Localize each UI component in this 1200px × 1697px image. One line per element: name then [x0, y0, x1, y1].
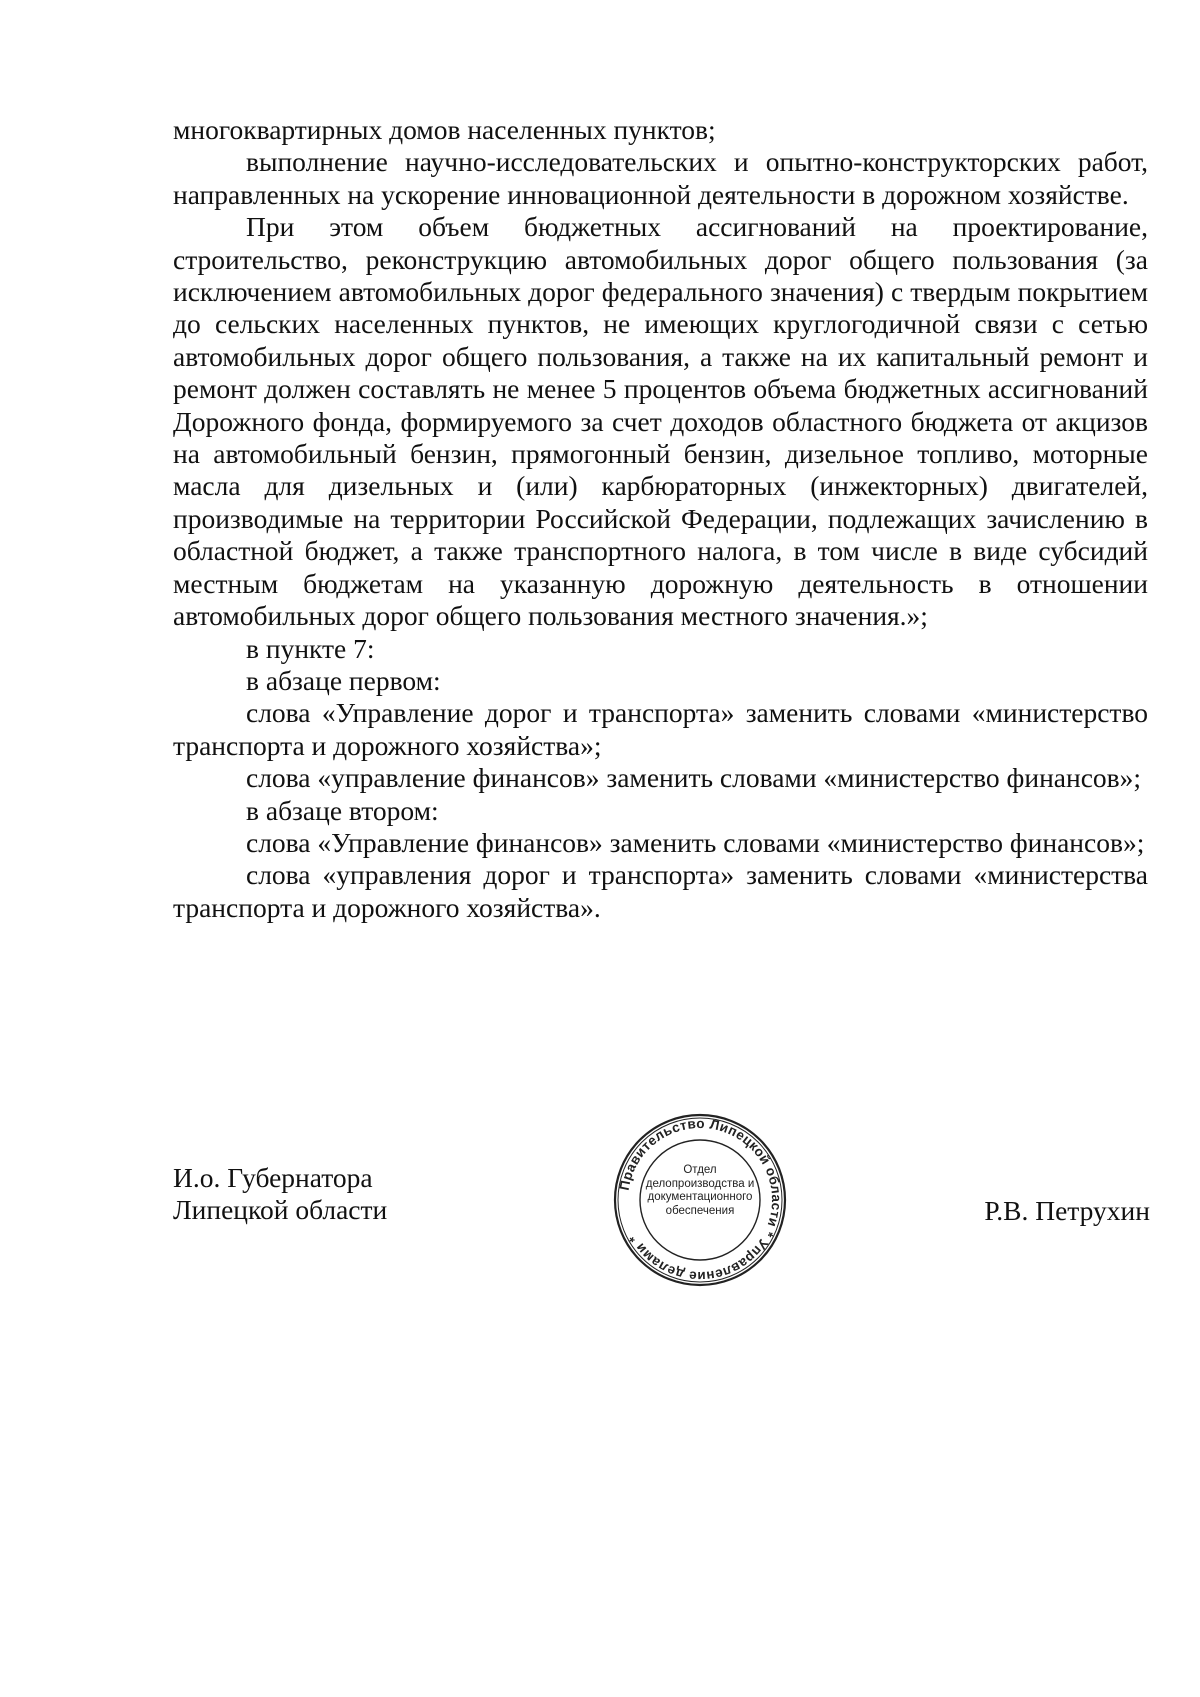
- paragraph: слова «управления дорог и транспорта» заменить словами «министерства транспорта и дорожного хозяйства».: [173, 859, 1148, 923]
- official-seal: [612, 1112, 788, 1288]
- seal-inner-line: Отдел: [683, 1164, 717, 1176]
- seal-inner-line: документационного: [647, 1191, 753, 1203]
- paragraph: в абзаце первом:: [246, 664, 441, 696]
- paragraph: слова «Управление дорог и транспорта» заменить словами «министерство транспорта и дорожного хозяйства»;: [173, 697, 1148, 761]
- paragraph: в пункте 7:: [246, 632, 375, 664]
- document-body: [173, 114, 1148, 924]
- signatory-name: Р.В. Петрухин: [984, 1195, 1150, 1226]
- paragraph: При этом объем бюджетных ассигнований на проектирование, строительство, реконструкцию автомобильных дорог общего пользования (за исключением автомобильных дорог федерального значения) с твердым покрытием до сельских населенных пунктов, не имеющих круглогодичной связи с сетью автомобильных дорог общего пользования, а также на их капитальный ремонт и ремонт должен составлять не менее 5 процентов объема бюджетных ассигнований Дорожного фонда, формируемого за счет доходов областного бюджета от акцизов на автомобильный бензин, прямогонный бензин, дизельное топливо, моторные масла для дизельных и (или) карбюраторных (инжекторных) двигателей, производимые на территории Российской Федерации, подлежащих зачислению в областной бюджет, а также транспортного налога, в том числе в виде субсидий местным бюджетам на указанную дорожную деятельность в отношении автомобильных дорог общего пользования местного значения.»;: [173, 211, 1148, 632]
- signatory-title-line: Липецкой области: [173, 1194, 388, 1226]
- seal-inner-line: делопроизводства и: [645, 1177, 755, 1190]
- seal-outer-textpath: Правительство Липецкой области * Управление делами *: [616, 1115, 785, 1285]
- paragraph: выполнение научно-исследовательских и опытно-конструкторских работ, направленных на ускорение инновационной деятельности в дорожном хозяйстве.: [173, 146, 1148, 210]
- paragraph: слова «Управление финансов» заменить словами «министерство финансов»;: [246, 826, 1145, 858]
- paragraph: в абзаце втором:: [246, 794, 439, 826]
- seal-inner-text: [642, 1164, 758, 1218]
- paragraph: слова «управление финансов» заменить словами «министерство финансов»;: [246, 762, 1142, 794]
- signatory-title: [173, 1162, 387, 1227]
- seal-inner-line: обеспечения: [665, 1204, 735, 1217]
- signatory-title-line: И.о. Губернатора: [173, 1162, 373, 1193]
- paragraph: многоквартирных домов населенных пунктов;: [173, 114, 716, 145]
